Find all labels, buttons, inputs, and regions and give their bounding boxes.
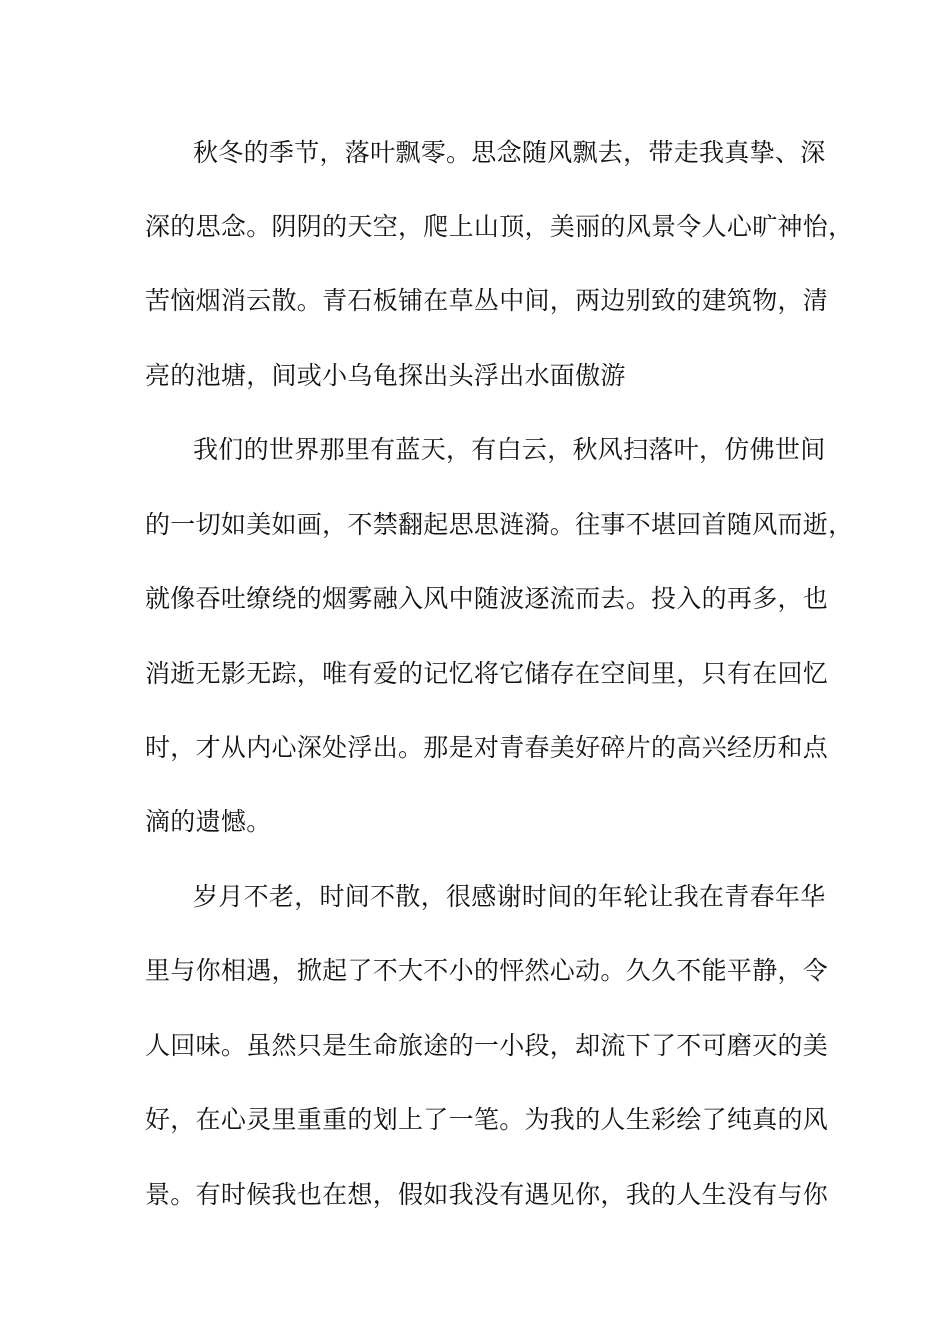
- paragraph-2-line-3: 就像吞吐缭绕的烟雾融入风中随波逐流而去。投入的再多，也: [145, 584, 829, 613]
- paragraph-2-line-2: 的一切如美如画，不禁翻起思思涟漪。往事不堪回首随风而逝，: [145, 510, 854, 539]
- paragraph-1-line-3: 苦恼烟消云散。青石板铺在草丛中间，两边别致的建筑物，清: [145, 286, 829, 315]
- paragraph-1-line-2: 深的思念。阴阴的天空，爬上山顶，美丽的风景令人心旷神怡，: [145, 212, 854, 241]
- paragraph-2-line-1: 我们的世界那里有蓝天，有白云，秋风扫落叶，仿佛世间: [193, 435, 826, 464]
- paragraph-3-line-4: 好，在心灵里重重的划上了一笔。为我的人生彩绘了纯真的风: [145, 1105, 829, 1134]
- paragraph-1-line-1: 秋冬的季节，落叶飘零。思念随风飘去，带走我真挚、深: [193, 138, 826, 167]
- paragraph-3-line-3: 人回味。虽然只是生命旅途的一小段，却流下了不可磨灭的美: [145, 1031, 829, 1060]
- paragraph-3-line-1: 岁月不老，时间不散，很感谢时间的年轮让我在青春年华: [193, 882, 826, 911]
- paragraph-2-line-4: 消逝无影无踪，唯有爱的记忆将它储存在空间里，只有在回忆: [145, 659, 829, 688]
- paragraph-2-line-5: 时，才从内心深处浮出。那是对青春美好碎片的高兴经历和点: [145, 733, 829, 762]
- paragraph-2-line-6: 滴的遗憾。: [145, 807, 272, 836]
- paragraph-1-line-4: 亮的池塘，间或小乌龟探出头浮出水面傲游: [145, 361, 626, 390]
- paragraph-3-line-2: 里与你相遇，掀起了不大不小的怦然心动。久久不能平静，令: [145, 956, 829, 985]
- paragraph-3-line-5: 景。有时候我也在想，假如我没有遇见你，我的人生没有与你: [145, 1180, 829, 1209]
